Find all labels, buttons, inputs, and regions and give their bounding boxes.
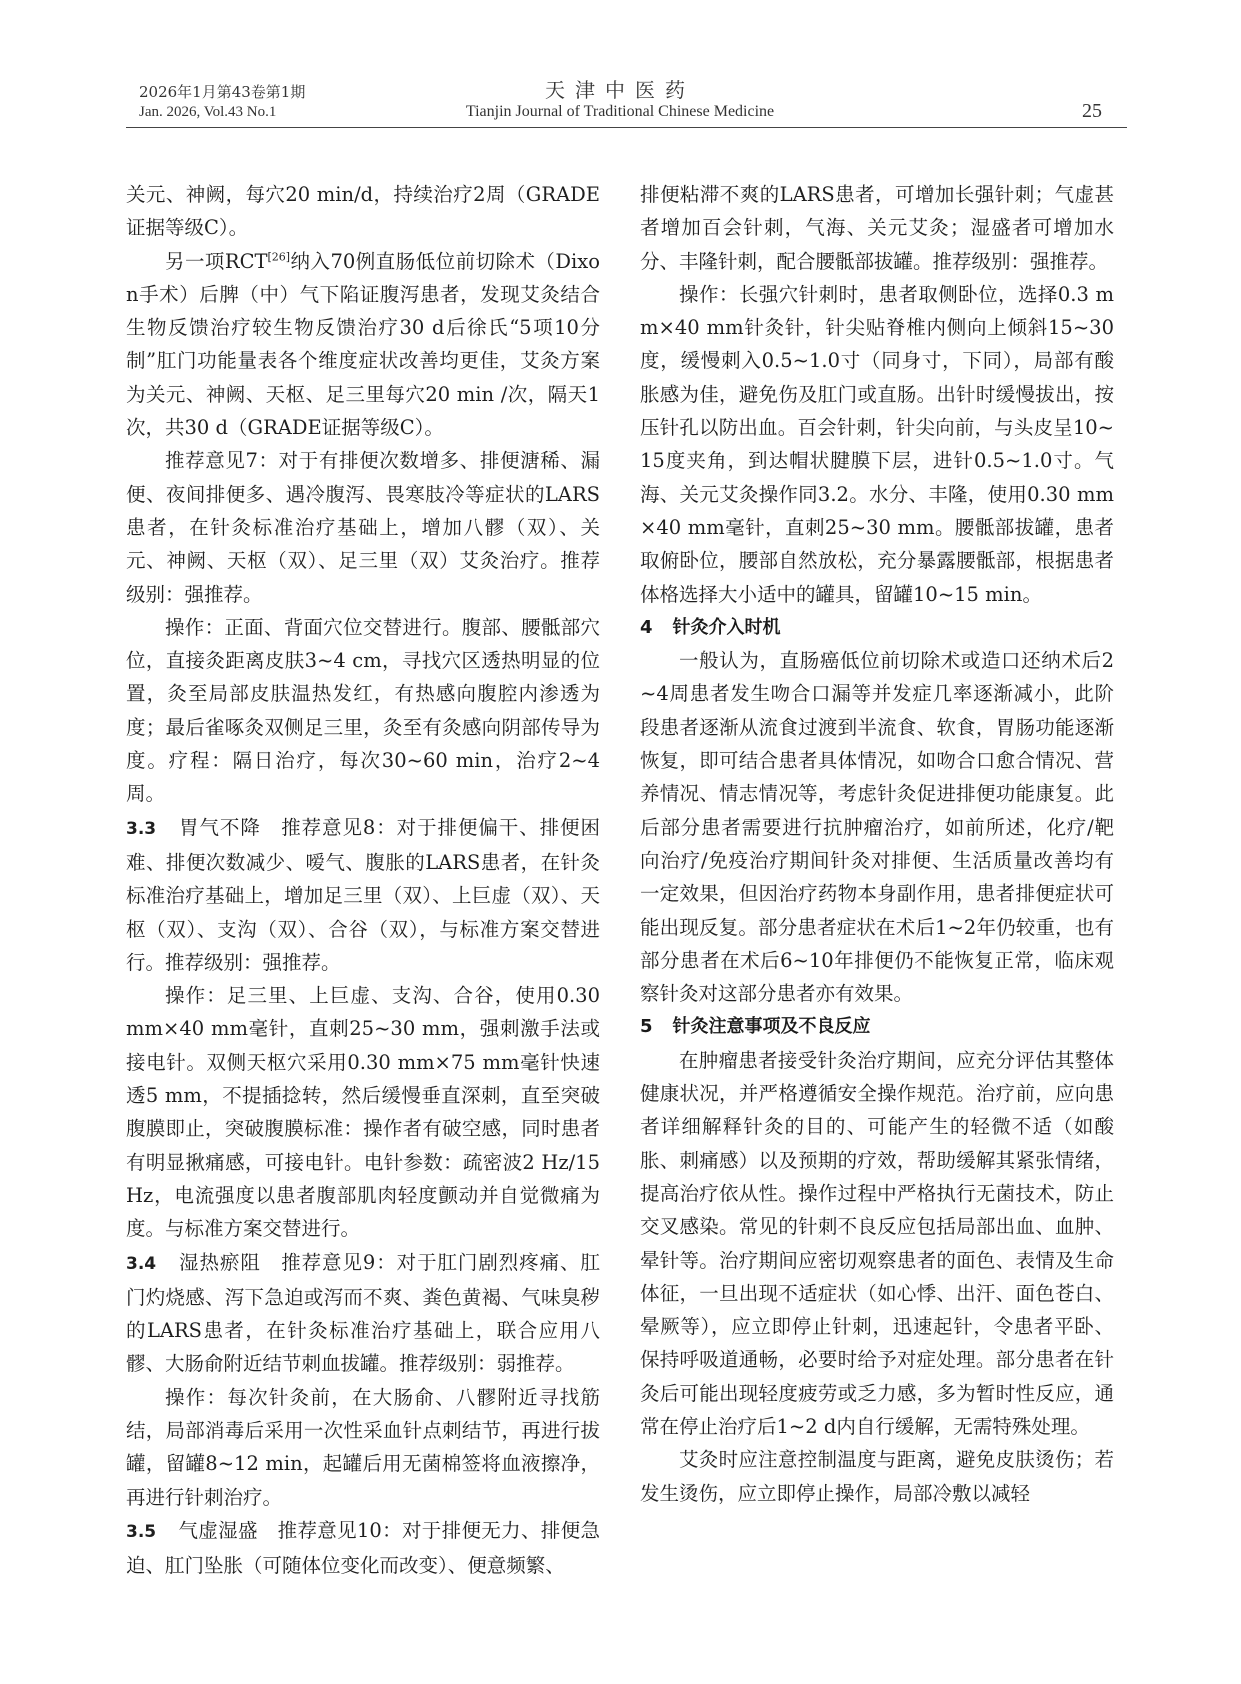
- right-column: [640, 178, 1114, 1510]
- issue-cn: 2026年1月第43卷第1期: [139, 83, 306, 101]
- paragraph: 操作：正面、背面穴位交替进行。腹部、腰骶部穴位，直接灸距离皮肤3~4 cm，寻找穴区透热明显的位置，灸至局部皮肤温热发红，有热感向腹腔内渗透为度；最后雀啄灸双侧足三里，灸至有灸感向阴部传导为度。疗程：隔日治疗，每次30~60 min，治疗2~4周。: [126, 615, 600, 806]
- paragraph: 操作：足三里、上巨虚、支沟、合谷，使用0.30 mm×40 mm毫针，直刺25~30 mm，强刺激手法或接电针。双侧天枢穴采用0.30 mm×75 mm毫针快速透5 mm，不提插捻转，然后缓慢垂直深刺，直至突破腹膜即止，突破腹膜标准：操作者有破空感，同时患者有明显揪痛感，可接电针。电针参数：疏密波2 Hz/15 Hz，电流强度以患者腹部肌肉轻度颤动并自觉微痛为度。与标准方案交替进行。: [126, 984, 600, 1241]
- recommendation-8: 推荐意见8：对于排便偏干、排便困难、排便次数减少、嗳气、腹胀的LARS患者，在针灸标准治疗基础上，增加足三里（双）、上巨虚（双）、天枢（双）、支沟（双）、合谷（双），与标准方案交替进行。推荐级别：强推荐。: [126, 815, 600, 974]
- paragraph: 一般认为，直肠癌低位前切除术或造口还纳术后2~4周患者发生吻合口漏等并发症几率逐渐减小，此阶段患者逐渐从流食过渡到半流食、软食，胃肠功能逐渐恢复，即可结合患者具体情况，如吻合口愈合情况、营养情况、情志情况等，考虑针灸促进排便功能康复。此后部分患者需要进行抗肿瘤治疗，如前所述，化疗/靶向治疗/免疫治疗期间针灸对排便、生活质量改善均有一定效果，但因治疗药物本身副作用，患者排便症状可能出现反复。部分患者症状在术后1~2年仍较重，也有部分患者在术后6~10年排便仍不能恢复正常，临床观察针灸对这部分患者亦有效果。: [640, 649, 1114, 1006]
- left-column: [126, 178, 600, 1582]
- paragraph: 在肿瘤患者接受针灸治疗期间，应充分评估其整体健康状况，并严格遵循安全操作规范。治疗前，应向患者详细解释针灸的目的、可能产生的轻微不适（如酸胀、刺痛感）以及预期的疗效，帮助缓解其紧张情绪，提高治疗依从性。操作过程中严格执行无菌技术，防止交叉感染。常见的针刺不良反应包括局部出血、血肿、晕针等。治疗期间应密切观察患者的面色、表情及生命体征，一旦出现不适症状（如心悸、出汗、面色苍白、晕厥等），应立即停止针刺，迅速起针，令患者平卧、保持呼吸道通畅，必要时给予对症处理。部分患者在针灸后可能出现轻度疲劳或乏力感，多为暂时性反应，通常在停止治疗后1~2 d内自行缓解，无需特殊处理。: [640, 1048, 1114, 1438]
- section-4-heading: [640, 611, 1114, 644]
- journal-title-en: Tianjin Journal of Traditional Chinese Medicine: [465, 103, 775, 120]
- paragraph-text: 纳入70例直肠低位前切除术（Dixon手术）后脾（中）气下陷证腹泻患者，发现艾灸结合生物反馈治疗较生物反馈治疗30 d后徐氏“5项10分制”肛门功能量表各个维度症状改善均更佳，艾灸方案为关元、神阙、天枢、足三里每穴20 min /次，隔天1次，共30 d（GRADE证据等级C）。: [126, 249, 601, 440]
- paragraph-text: 另一项RCT: [165, 249, 268, 273]
- section-3-5: [126, 1514, 600, 1583]
- journal-title: [380, 78, 860, 122]
- section-number: 3.3: [126, 818, 157, 839]
- section-title: 针灸介入时机: [672, 616, 781, 638]
- section-number: 3.5: [126, 1521, 157, 1542]
- section-number: 3.4: [126, 1253, 157, 1274]
- page-number: 25: [1082, 100, 1102, 122]
- section-title: 胃气不降: [178, 815, 261, 839]
- paragraph: [126, 245, 600, 445]
- issue-info: [139, 82, 305, 122]
- paragraph: 关元、神阙，每穴20 min/d，持续治疗2周（GRADE证据等级C）。: [126, 183, 600, 240]
- section-5-heading: [640, 1010, 1114, 1043]
- paragraph: 艾灸时应注意控制温度与距离，避免皮肤烫伤；若发生烫伤，应立即停止操作，局部冷敷以减轻: [640, 1448, 1114, 1505]
- section-3-4: [126, 1246, 600, 1381]
- issue-en: Jan. 2026, Vol.43 No.1: [139, 104, 277, 120]
- section-number: 5: [640, 1016, 653, 1038]
- recommendation-9: 推荐意见9：对于肛门剧烈疼痛、肛门灼烧感、泻下急迫或泻而不爽、粪色黄褐、气味臭秽的LARS患者，在针灸标准治疗基础上，联合应用八髎、大肠俞附近结节刺血拔罐。推荐级别：弱推荐。: [126, 1250, 600, 1376]
- section-title: 湿热瘀阻: [178, 1250, 261, 1274]
- section-title: 针灸注意事项及不良反应: [672, 1016, 871, 1038]
- citation: [26]: [267, 250, 291, 264]
- paragraph: 操作：长强穴针刺时，患者取侧卧位，选择0.3 mm×40 mm针灸针，针尖贴脊椎内侧向上倾斜15~30度，缓慢刺入0.5~1.0寸（同身寸，下同），局部有酸胀感为佳，避免伤及肛门或直肠。出针时缓慢拔出，按压针孔以防出血。百会针刺，针尖向前，与头皮呈10~15度夹角，到达帽状腱膜下层，进针0.5~1.0寸。气海、关元艾灸操作同3.2。水分、丰隆，使用0.30 mm×40 mm毫针，直刺25~30 mm。腰骶部拔罐，患者取俯卧位，腰部自然放松，充分暴露腰骶部，根据患者体格选择大小适中的罐具，留罐10~15 min。: [640, 282, 1114, 606]
- recommendation-10: 推荐意见10：对于排便无力、排便急迫、肛门坠胀（可随体位变化而改变）、便意频繁、: [126, 1518, 600, 1578]
- recommendation-7: 推荐意见7：对于有排便次数增多、排便溏稀、漏便、夜间排便多、遇冷腹泻、畏寒肢冷等症状的LARS患者，在针灸标准治疗基础上，增加八髎（双）、关元、神阙、天枢（双）、足三里（双）艾灸治疗。推荐级别：强推荐。: [126, 449, 600, 606]
- section-number: 4: [640, 616, 653, 638]
- paragraph: 排便粘滞不爽的LARS患者，可增加长强针刺；气虚甚者增加百会针刺，气海、关元艾灸；湿盛者可增加水分、丰隆针刺，配合腰骶部拔罐。推荐级别：强推荐。: [640, 183, 1114, 273]
- journal-title-cn: 天津中医药: [545, 78, 695, 102]
- section-3-3: [126, 811, 600, 979]
- section-title: 气虚湿盛: [178, 1518, 258, 1542]
- header-divider: [126, 127, 1127, 128]
- paragraph: 操作：每次针灸前，在大肠俞、八髎附近寻找筋结，局部消毒后采用一次性采血针点刺结节，再进行拔罐，留罐8~12 min，起罐后用无菌棉签将血液擦净，再进行针刺治疗。: [126, 1385, 600, 1509]
